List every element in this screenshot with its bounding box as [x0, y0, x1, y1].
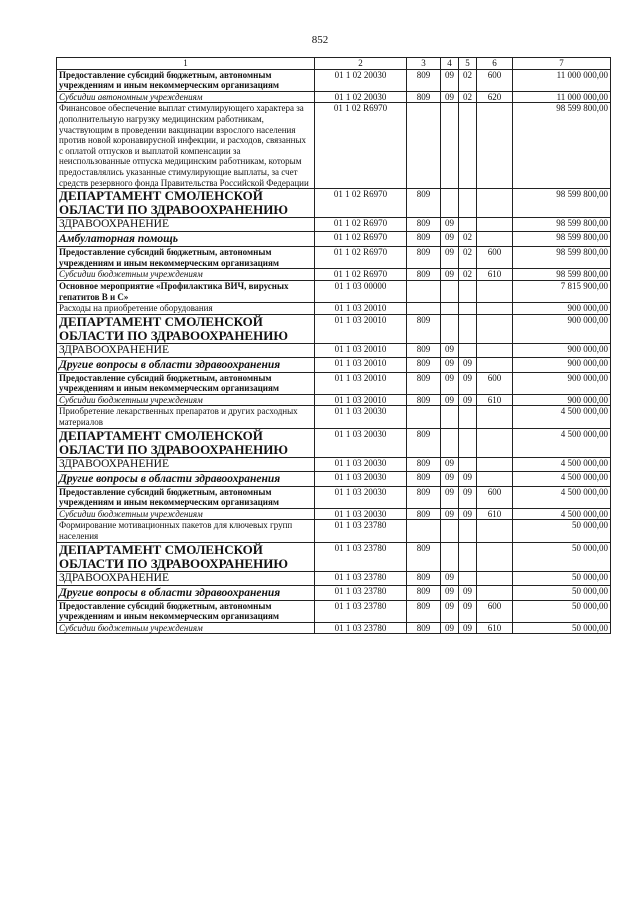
row-subsection-code: 02 — [459, 69, 477, 91]
row-subsection-code — [459, 314, 477, 343]
table-row — [57, 218, 611, 232]
row-target-code: 01 1 03 23780 — [315, 520, 407, 542]
row-expense-type-code — [477, 280, 513, 302]
row-section-code — [441, 303, 459, 315]
table-row — [57, 280, 611, 302]
row-amount: 98 599 800,00 — [513, 189, 611, 218]
row-name: Предоставление субсидий бюджетным, автономным учреждениям и иным некоммерческим организациям — [57, 486, 315, 508]
table-row — [57, 585, 611, 600]
table-row — [57, 314, 611, 343]
table-row — [57, 571, 611, 585]
row-amount: 11 000 000,00 — [513, 91, 611, 103]
row-subsection-code — [459, 542, 477, 571]
row-subsection-code: 09 — [459, 394, 477, 406]
row-target-code: 01 1 02 R6970 — [315, 232, 407, 247]
row-amount: 4 500 000,00 — [513, 457, 611, 471]
row-ministry-code — [407, 520, 441, 542]
row-subsection-code — [459, 520, 477, 542]
row-subsection-code — [459, 457, 477, 471]
row-section-code: 09 — [441, 232, 459, 247]
row-target-code: 01 1 03 20030 — [315, 508, 407, 520]
row-target-code: 01 1 02 R6970 — [315, 103, 407, 189]
row-ministry-code: 809 — [407, 622, 441, 634]
row-amount: 50 000,00 — [513, 622, 611, 634]
table-row — [57, 471, 611, 486]
row-target-code: 01 1 02 R6970 — [315, 247, 407, 269]
row-subsection-code: 09 — [459, 471, 477, 486]
row-name: ДЕПАРТАМЕНТ СМОЛЕНСКОЙ ОБЛАСТИ ПО ЗДРАВООХРАНЕНИЮ — [57, 428, 315, 457]
row-subsection-code: 02 — [459, 269, 477, 281]
row-amount: 900 000,00 — [513, 372, 611, 394]
row-subsection-code: 02 — [459, 91, 477, 103]
row-name: Амбулаторная помощь — [57, 232, 315, 247]
row-ministry-code: 809 — [407, 91, 441, 103]
row-ministry-code — [407, 406, 441, 428]
row-subsection-code: 09 — [459, 372, 477, 394]
row-section-code: 09 — [441, 457, 459, 471]
row-expense-type-code — [477, 357, 513, 372]
row-target-code: 01 1 03 23780 — [315, 622, 407, 634]
row-ministry-code — [407, 280, 441, 302]
table-row — [57, 406, 611, 428]
row-subsection-code — [459, 218, 477, 232]
row-target-code: 01 1 02 20030 — [315, 69, 407, 91]
row-expense-type-code: 600 — [477, 69, 513, 91]
row-amount: 50 000,00 — [513, 571, 611, 585]
row-target-code: 01 1 03 00000 — [315, 280, 407, 302]
row-section-code — [441, 189, 459, 218]
row-section-code: 09 — [441, 357, 459, 372]
row-target-code: 01 1 03 23780 — [315, 542, 407, 571]
row-target-code: 01 1 03 23780 — [315, 600, 407, 622]
row-target-code: 01 1 03 23780 — [315, 571, 407, 585]
row-ministry-code — [407, 103, 441, 189]
row-amount: 4 500 000,00 — [513, 428, 611, 457]
row-expense-type-code: 610 — [477, 622, 513, 634]
row-expense-type-code — [477, 314, 513, 343]
row-name: Другие вопросы в области здравоохранения — [57, 471, 315, 486]
row-name: Расходы на приобретение оборудования — [57, 303, 315, 315]
row-ministry-code: 809 — [407, 189, 441, 218]
row-amount: 50 000,00 — [513, 520, 611, 542]
row-name: ЗДРАВООХРАНЕНИЕ — [57, 343, 315, 357]
row-name: Предоставление субсидий бюджетным, автономным учреждениям и иным некоммерческим организациям — [57, 69, 315, 91]
row-expense-type-code — [477, 232, 513, 247]
row-section-code: 09 — [441, 486, 459, 508]
row-subsection-code — [459, 189, 477, 218]
row-subsection-code: 09 — [459, 486, 477, 508]
table-row — [57, 542, 611, 571]
row-name: Субсидии бюджетным учреждениям — [57, 394, 315, 406]
table-row — [57, 91, 611, 103]
row-name: Другие вопросы в области здравоохранения — [57, 585, 315, 600]
row-amount: 98 599 800,00 — [513, 218, 611, 232]
row-subsection-code — [459, 303, 477, 315]
row-section-code: 09 — [441, 218, 459, 232]
row-expense-type-code: 600 — [477, 372, 513, 394]
table-row — [57, 622, 611, 634]
column-header: 7 — [513, 58, 611, 70]
row-target-code: 01 1 03 20010 — [315, 314, 407, 343]
column-header: 6 — [477, 58, 513, 70]
row-expense-type-code: 620 — [477, 91, 513, 103]
row-expense-type-code: 610 — [477, 508, 513, 520]
row-ministry-code: 809 — [407, 585, 441, 600]
row-target-code: 01 1 02 R6970 — [315, 269, 407, 281]
row-name: Другие вопросы в области здравоохранения — [57, 357, 315, 372]
row-amount: 900 000,00 — [513, 314, 611, 343]
row-target-code: 01 1 03 23780 — [315, 585, 407, 600]
row-ministry-code: 809 — [407, 69, 441, 91]
row-target-code: 01 1 02 20030 — [315, 91, 407, 103]
row-name: ДЕПАРТАМЕНТ СМОЛЕНСКОЙ ОБЛАСТИ ПО ЗДРАВООХРАНЕНИЮ — [57, 314, 315, 343]
row-expense-type-code — [477, 571, 513, 585]
table-row — [57, 303, 611, 315]
table-row — [57, 269, 611, 281]
row-target-code: 01 1 03 20010 — [315, 394, 407, 406]
row-expense-type-code — [477, 303, 513, 315]
table-row — [57, 247, 611, 269]
table-row — [57, 189, 611, 218]
row-subsection-code — [459, 428, 477, 457]
row-subsection-code: 02 — [459, 247, 477, 269]
row-subsection-code: 09 — [459, 508, 477, 520]
row-name: ДЕПАРТАМЕНТ СМОЛЕНСКОЙ ОБЛАСТИ ПО ЗДРАВООХРАНЕНИЮ — [57, 542, 315, 571]
row-name: Формирование мотивационных пакетов для ключевых групп населения — [57, 520, 315, 542]
row-section-code: 09 — [441, 571, 459, 585]
row-expense-type-code — [477, 343, 513, 357]
row-section-code — [441, 280, 459, 302]
row-section-code — [441, 314, 459, 343]
row-section-code: 09 — [441, 69, 459, 91]
column-header: 2 — [315, 58, 407, 70]
row-amount: 50 000,00 — [513, 585, 611, 600]
table-row — [57, 357, 611, 372]
row-section-code: 09 — [441, 585, 459, 600]
table-row — [57, 486, 611, 508]
row-amount: 900 000,00 — [513, 303, 611, 315]
row-ministry-code: 809 — [407, 542, 441, 571]
row-amount: 98 599 800,00 — [513, 247, 611, 269]
row-target-code: 01 1 03 20030 — [315, 486, 407, 508]
row-amount: 11 000 000,00 — [513, 69, 611, 91]
table-row — [57, 520, 611, 542]
row-section-code — [441, 542, 459, 571]
row-amount: 4 500 000,00 — [513, 486, 611, 508]
row-expense-type-code — [477, 585, 513, 600]
row-amount: 98 599 800,00 — [513, 103, 611, 189]
row-ministry-code: 809 — [407, 486, 441, 508]
row-section-code: 09 — [441, 394, 459, 406]
row-subsection-code — [459, 406, 477, 428]
table-header-row — [57, 58, 611, 70]
row-subsection-code: 09 — [459, 357, 477, 372]
row-amount: 900 000,00 — [513, 357, 611, 372]
page-number: 852 — [311, 34, 329, 46]
row-name: Финансовое обеспечение выплат стимулирующего характера за дополнительную нагрузку медицинским работникам, участвующим в проведении вакцинации взрослого населения против новой коронавирусной инфекции, и расходов, связанных с оплатой отпусков и выплатой компенсации за неиспользованные отпуска медицинским работникам, которым предоставлялись указанные стимулирующие выплаты, за счет средств резервного фонда Правительства Российской Федерации — [57, 103, 315, 189]
row-name: ЗДРАВООХРАНЕНИЕ — [57, 571, 315, 585]
row-section-code — [441, 103, 459, 189]
column-header: 5 — [459, 58, 477, 70]
row-name: Предоставление субсидий бюджетным, автономным учреждениям и иным некоммерческим организациям — [57, 600, 315, 622]
row-target-code: 01 1 03 20030 — [315, 406, 407, 428]
row-amount: 4 500 000,00 — [513, 508, 611, 520]
row-expense-type-code: 600 — [477, 247, 513, 269]
row-amount: 900 000,00 — [513, 343, 611, 357]
row-subsection-code — [459, 343, 477, 357]
row-amount: 900 000,00 — [513, 394, 611, 406]
row-expense-type-code — [477, 103, 513, 189]
row-ministry-code: 809 — [407, 428, 441, 457]
row-target-code: 01 1 03 20030 — [315, 457, 407, 471]
row-section-code: 09 — [441, 471, 459, 486]
row-amount: 4 500 000,00 — [513, 406, 611, 428]
column-header: 4 — [441, 58, 459, 70]
row-name: Предоставление субсидий бюджетным, автономным учреждениям и иным некоммерческим организациям — [57, 372, 315, 394]
row-ministry-code: 809 — [407, 471, 441, 486]
row-section-code: 09 — [441, 508, 459, 520]
table-row — [57, 372, 611, 394]
row-expense-type-code — [477, 471, 513, 486]
row-amount: 50 000,00 — [513, 542, 611, 571]
row-name: Приобретение лекарственных препаратов и других расходных материалов — [57, 406, 315, 428]
row-ministry-code: 809 — [407, 600, 441, 622]
row-target-code: 01 1 03 20010 — [315, 372, 407, 394]
row-expense-type-code — [477, 457, 513, 471]
row-expense-type-code — [477, 542, 513, 571]
row-amount: 98 599 800,00 — [513, 269, 611, 281]
row-expense-type-code: 610 — [477, 394, 513, 406]
table-row — [57, 232, 611, 247]
row-section-code: 09 — [441, 600, 459, 622]
table-row — [57, 69, 611, 91]
table-row — [57, 508, 611, 520]
row-amount: 98 599 800,00 — [513, 232, 611, 247]
row-ministry-code: 809 — [407, 571, 441, 585]
table-row — [57, 457, 611, 471]
row-section-code: 09 — [441, 91, 459, 103]
row-subsection-code: 02 — [459, 232, 477, 247]
row-ministry-code: 809 — [407, 343, 441, 357]
row-subsection-code — [459, 571, 477, 585]
table-row — [57, 600, 611, 622]
row-subsection-code — [459, 103, 477, 189]
row-name: Основное мероприятие «Профилактика ВИЧ, вирусных гепатитов В и С» — [57, 280, 315, 302]
row-name: ЗДРАВООХРАНЕНИЕ — [57, 218, 315, 232]
row-name: Субсидии бюджетным учреждениям — [57, 622, 315, 634]
row-name: Предоставление субсидий бюджетным, автономным учреждениям и иным некоммерческим организациям — [57, 247, 315, 269]
row-expense-type-code — [477, 189, 513, 218]
row-section-code — [441, 406, 459, 428]
column-header: 3 — [407, 58, 441, 70]
row-ministry-code: 809 — [407, 357, 441, 372]
row-subsection-code — [459, 280, 477, 302]
row-target-code: 01 1 03 20030 — [315, 471, 407, 486]
row-ministry-code: 809 — [407, 394, 441, 406]
row-section-code: 09 — [441, 372, 459, 394]
row-name: Субсидии автономным учреждениям — [57, 91, 315, 103]
row-amount: 7 815 900,00 — [513, 280, 611, 302]
row-expense-type-code — [477, 406, 513, 428]
table-row — [57, 103, 611, 189]
row-ministry-code — [407, 303, 441, 315]
row-ministry-code: 809 — [407, 269, 441, 281]
row-name: Субсидии бюджетным учреждениям — [57, 508, 315, 520]
row-section-code: 09 — [441, 247, 459, 269]
row-subsection-code: 09 — [459, 622, 477, 634]
row-name: Субсидии бюджетным учреждениям — [57, 269, 315, 281]
row-section-code: 09 — [441, 269, 459, 281]
row-section-code — [441, 520, 459, 542]
row-section-code — [441, 428, 459, 457]
row-expense-type-code — [477, 520, 513, 542]
row-subsection-code: 09 — [459, 585, 477, 600]
row-ministry-code: 809 — [407, 372, 441, 394]
budget-table — [56, 57, 611, 634]
row-name: ЗДРАВООХРАНЕНИЕ — [57, 457, 315, 471]
table-row — [57, 428, 611, 457]
row-target-code: 01 1 03 20010 — [315, 357, 407, 372]
row-amount: 50 000,00 — [513, 600, 611, 622]
row-target-code: 01 1 03 20010 — [315, 343, 407, 357]
row-ministry-code: 809 — [407, 508, 441, 520]
row-subsection-code: 09 — [459, 600, 477, 622]
row-target-code: 01 1 03 20030 — [315, 428, 407, 457]
row-expense-type-code: 600 — [477, 486, 513, 508]
row-section-code: 09 — [441, 343, 459, 357]
table-row — [57, 343, 611, 357]
row-section-code: 09 — [441, 622, 459, 634]
row-expense-type-code — [477, 428, 513, 457]
row-expense-type-code: 610 — [477, 269, 513, 281]
row-expense-type-code — [477, 218, 513, 232]
row-target-code: 01 1 03 20010 — [315, 303, 407, 315]
row-amount: 4 500 000,00 — [513, 471, 611, 486]
table-row — [57, 394, 611, 406]
row-name: ДЕПАРТАМЕНТ СМОЛЕНСКОЙ ОБЛАСТИ ПО ЗДРАВООХРАНЕНИЮ — [57, 189, 315, 218]
row-target-code: 01 1 02 R6970 — [315, 218, 407, 232]
row-ministry-code: 809 — [407, 314, 441, 343]
row-ministry-code: 809 — [407, 457, 441, 471]
row-ministry-code: 809 — [407, 218, 441, 232]
row-expense-type-code: 600 — [477, 600, 513, 622]
row-ministry-code: 809 — [407, 247, 441, 269]
column-header: 1 — [57, 58, 315, 70]
row-target-code: 01 1 02 R6970 — [315, 189, 407, 218]
row-ministry-code: 809 — [407, 232, 441, 247]
